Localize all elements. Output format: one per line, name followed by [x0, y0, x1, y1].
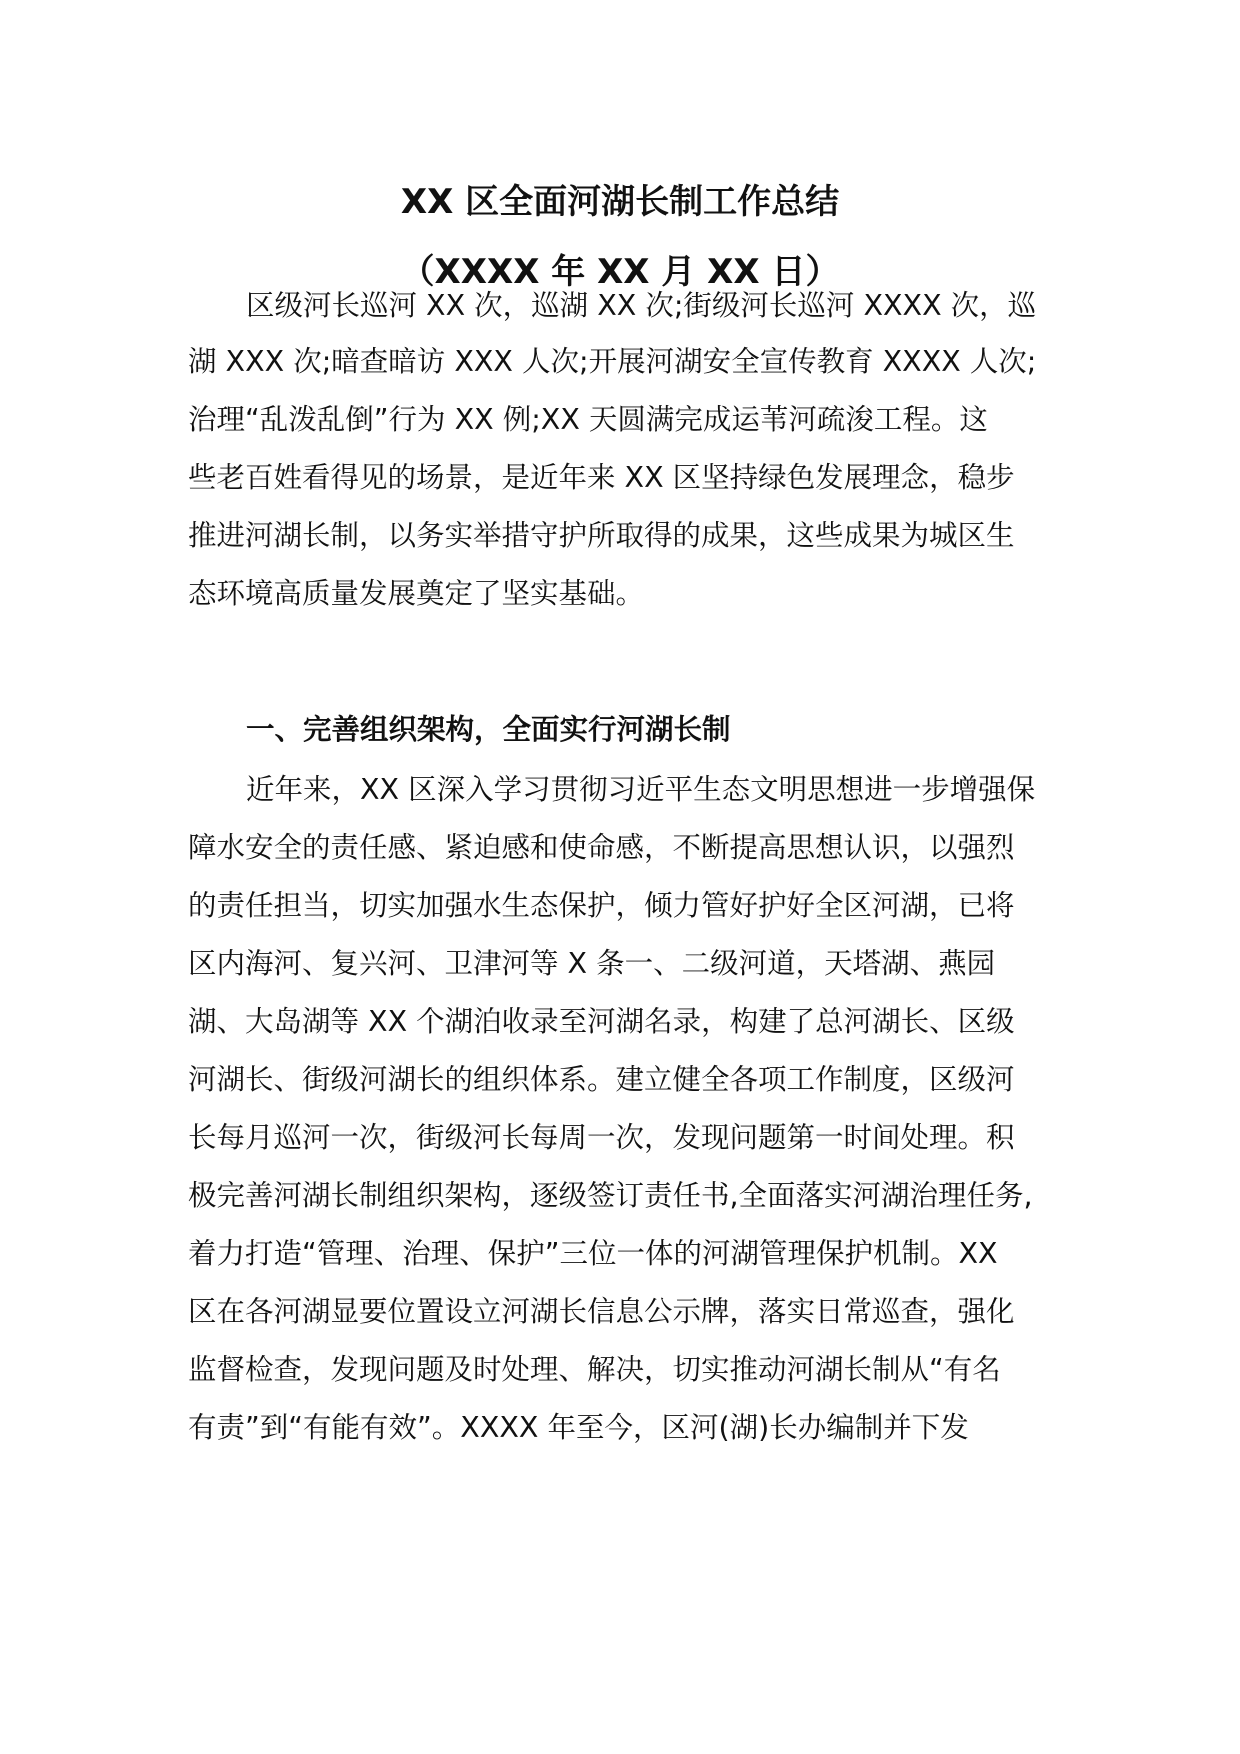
section-paragraph-line: 区内海河、复兴河、卫津河等 X 条一、二级河道，天塔湖、燕园 — [188, 947, 996, 980]
document-title: XX 区全面河湖长制工作总结 — [400, 182, 840, 222]
section-paragraph-line: 监督检查，发现问题及时处理、解决，切实推动河湖长制从“有名 — [188, 1353, 1001, 1386]
document-date: （XXXX 年 XX 月 XX 日） — [400, 252, 840, 292]
section-paragraph-line: 有责”到“有能有效”。XXXX 年至今，区河(湖)长办编制并下发 — [188, 1411, 969, 1444]
section-paragraph-line: 河湖长、街级河湖长的组织体系。建立健全各项工作制度，区级河 — [188, 1063, 1015, 1096]
section-paragraph-line: 区在各河湖显要位置设立河湖长信息公示牌，落实日常巡查，强化 — [188, 1295, 1015, 1328]
section-paragraph-line: 着力打造“管理、治理、保护”三位一体的河湖管理保护机制。XX — [188, 1237, 998, 1270]
intro-paragraph-line: 推进河湖长制，以务实举措守护所取得的成果，这些成果为城区生 — [188, 519, 1015, 552]
section-paragraph-line: 长每月巡河一次，街级河长每周一次，发现问题第一时间处理。积 — [188, 1121, 1015, 1154]
intro-paragraph-line: 治理“乱泼乱倒”行为 XX 例;XX 天圆满完成运苇河疏浚工程。这 — [188, 403, 988, 436]
section-paragraph-line: 近年来，XX 区深入学习贯彻习近平生态文明思想进一步增强保 — [246, 773, 1036, 806]
section-paragraph-line: 极完善河湖长制组织架构，逐级签订责任书,全面落实河湖治理任务, — [188, 1179, 1033, 1212]
intro-paragraph-line: 些老百姓看得见的场景，是近年来 XX 区坚持绿色发展理念，稳步 — [188, 461, 1015, 494]
section-paragraph-line: 湖、大岛湖等 XX 个湖泊收录至河湖名录，构建了总河湖长、区级 — [188, 1005, 1015, 1038]
section-paragraph-line: 障水安全的责任感、紧迫感和使命感，不断提高思想认识，以强烈 — [188, 831, 1015, 864]
intro-paragraph-line: 湖 XXX 次;暗查暗访 XXX 人次;开展河湖安全宣传教育 XXXX 人次; — [188, 345, 1037, 378]
section-paragraph-line: 的责任担当，切实加强水生态保护，倾力管好护好全区河湖，已将 — [188, 889, 1015, 922]
section-heading: 一、完善组织架构，全面实行河湖长制 — [246, 713, 731, 746]
intro-paragraph-line: 态环境高质量发展奠定了坚实基础。 — [188, 577, 645, 610]
intro-paragraph-line: 区级河长巡河 XX 次，巡湖 XX 次;街级河长巡河 XXXX 次，巡 — [246, 289, 1037, 322]
